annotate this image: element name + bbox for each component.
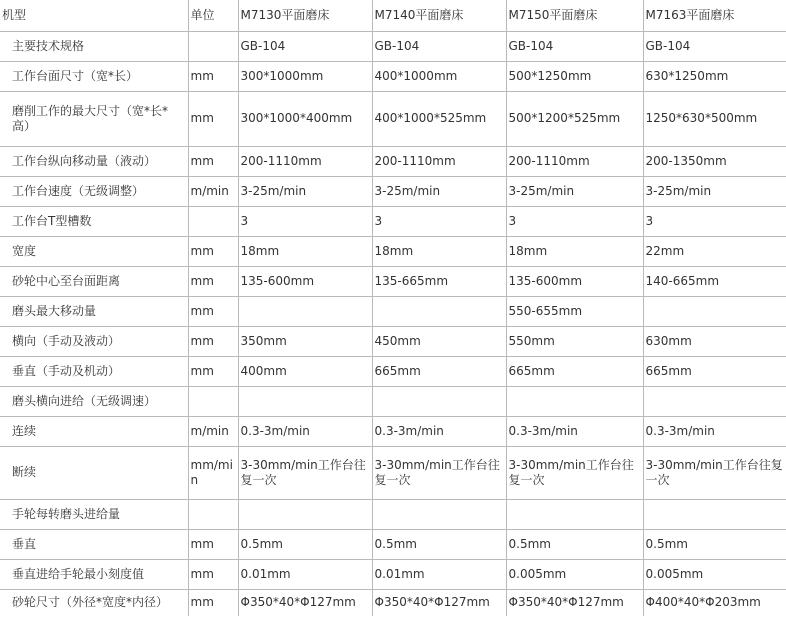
cell-m7163 <box>643 499 786 529</box>
cell-m7140: Φ350*40*Φ127mm <box>372 589 506 616</box>
cell-m7130: 0.3-3m/min <box>238 416 372 446</box>
cell-m7150: 0.005mm <box>506 559 643 589</box>
row-label: 磨头最大移动量 <box>0 296 188 326</box>
table-row <box>0 416 786 446</box>
cell-m7130: 200-1110mm <box>238 146 372 176</box>
row-unit: mm <box>188 296 238 326</box>
cell-m7130: 350mm <box>238 326 372 356</box>
cell-m7140: GB-104 <box>372 31 506 61</box>
cell-m7140: 450mm <box>372 326 506 356</box>
table-row <box>0 31 786 61</box>
cell-m7163: 3 <box>643 206 786 236</box>
cell-m7140: 3 <box>372 206 506 236</box>
row-label: 垂直进给手轮最小刻度值 <box>0 559 188 589</box>
cell-m7130: 3 <box>238 206 372 236</box>
cell-m7130: 3-30mm/min工作台往复一次 <box>238 446 372 499</box>
cell-m7140: 400*1000mm <box>372 61 506 91</box>
header-cell-model: 机型 <box>0 0 188 31</box>
table-row <box>0 499 786 529</box>
cell-m7140 <box>372 499 506 529</box>
cell-m7150: 3 <box>506 206 643 236</box>
table-row <box>0 176 786 206</box>
row-label: 砂轮尺寸（外径*宽度*内径） <box>0 589 188 616</box>
cell-m7130 <box>238 499 372 529</box>
cell-m7130 <box>238 296 372 326</box>
cell-m7130: 0.5mm <box>238 529 372 559</box>
row-unit: mm <box>188 589 238 616</box>
cell-m7130: 0.01mm <box>238 559 372 589</box>
cell-m7163: GB-104 <box>643 31 786 61</box>
cell-m7163: 665mm <box>643 356 786 386</box>
cell-m7150: 0.3-3m/min <box>506 416 643 446</box>
cell-m7163: 0.3-3m/min <box>643 416 786 446</box>
cell-m7150: 500*1250mm <box>506 61 643 91</box>
cell-m7140: 0.3-3m/min <box>372 416 506 446</box>
cell-m7150 <box>506 499 643 529</box>
row-label: 宽度 <box>0 236 188 266</box>
cell-m7150: 3-25m/min <box>506 176 643 206</box>
row-unit: m/min <box>188 416 238 446</box>
row-label: 手轮每转磨头进给量 <box>0 499 188 529</box>
cell-m7140: 0.5mm <box>372 529 506 559</box>
row-label: 磨头横向进给（无级调速） <box>0 386 188 416</box>
cell-m7163: 1250*630*500mm <box>643 91 786 146</box>
cell-m7163: 3-30mm/min工作台往复一次 <box>643 446 786 499</box>
row-unit: mm <box>188 266 238 296</box>
cell-m7150: GB-104 <box>506 31 643 61</box>
row-unit: mm/min <box>188 446 238 499</box>
row-unit: mm <box>188 61 238 91</box>
cell-m7163: Φ400*40*Φ203mm <box>645 595 761 610</box>
cell-m7130 <box>238 386 372 416</box>
cell-m7140: 3-25m/min <box>372 176 506 206</box>
table-row <box>0 91 786 146</box>
cell-m7163: 0.5mm <box>643 529 786 559</box>
row-unit: mm <box>188 559 238 589</box>
table-row <box>0 146 786 176</box>
table-row <box>0 356 786 386</box>
cell-m7130: 300*1000mm <box>238 61 372 91</box>
row-unit <box>188 386 238 416</box>
row-unit: mm <box>188 529 238 559</box>
cell-m7163: 22mm <box>643 236 786 266</box>
row-unit: mm <box>188 236 238 266</box>
cell-m7150: Φ350*40*Φ127mm <box>506 589 643 616</box>
cell-m7130: Φ350*40*Φ127mm <box>238 589 372 616</box>
row-unit <box>188 206 238 236</box>
row-label: 砂轮中心至台面距离 <box>0 266 188 296</box>
cell-m7150: 18mm <box>506 236 643 266</box>
table-row <box>0 559 786 589</box>
row-label: 横向（手动及液动） <box>0 326 188 356</box>
row-label: 磨削工作的最大尺寸（宽*长*高） <box>0 91 188 146</box>
cell-m7163: 3-25m/min <box>643 176 786 206</box>
row-unit: m/min <box>188 176 238 206</box>
row-unit <box>188 31 238 61</box>
table-row <box>0 266 786 296</box>
cell-m7130: 18mm <box>238 236 372 266</box>
cell-m7140: 18mm <box>372 236 506 266</box>
row-label: 工作台速度（无级调整） <box>0 176 188 206</box>
header-row <box>0 0 786 31</box>
table-row <box>0 206 786 236</box>
cell-m7130: GB-104 <box>238 31 372 61</box>
cell-m7163 <box>643 386 786 416</box>
row-label: 断续 <box>0 446 188 499</box>
row-label: 工作台T型槽数 <box>0 206 188 236</box>
row-unit: mm <box>188 326 238 356</box>
cell-m7130: 400mm <box>238 356 372 386</box>
table-row <box>0 529 786 559</box>
row-unit <box>188 499 238 529</box>
row-label: 工作台面尺寸（宽*长） <box>0 61 188 91</box>
row-label: 垂直 <box>0 529 188 559</box>
row-label: 工作台纵向移动量（液动） <box>0 146 188 176</box>
cell-m7163: 140-665mm <box>643 266 786 296</box>
cell-m7140 <box>372 296 506 326</box>
table-row <box>0 386 786 416</box>
header-cell-unit: 单位 <box>188 0 238 31</box>
cell-m7150: 550-655mm <box>506 296 643 326</box>
table-row <box>0 61 786 91</box>
row-label: 连续 <box>0 416 188 446</box>
cell-m7163: 630mm <box>643 326 786 356</box>
header-cell-m7163: M7163平面磨床 <box>643 0 786 31</box>
table-row <box>0 589 786 616</box>
cell-m7163: 0.005mm <box>643 559 786 589</box>
row-unit: mm <box>188 356 238 386</box>
cell-m7140: 665mm <box>372 356 506 386</box>
cell-m7130: 3-25m/min <box>238 176 372 206</box>
cell-m7150: 0.5mm <box>506 529 643 559</box>
table-row <box>0 296 786 326</box>
cell-m7140: 200-1110mm <box>372 146 506 176</box>
cell-m7150: 550mm <box>506 326 643 356</box>
cell-m7130: 135-600mm <box>238 266 372 296</box>
row-unit: mm <box>188 146 238 176</box>
cell-m7150 <box>506 386 643 416</box>
row-unit: mm <box>188 91 238 146</box>
header-cell-m7130: M7130平面磨床 <box>238 0 372 31</box>
header-cell-m7140: M7140平面磨床 <box>372 0 506 31</box>
header-cell-m7150: M7150平面磨床 <box>506 0 643 31</box>
row-label: 主要技术规格 <box>0 31 188 61</box>
table-row <box>0 446 786 499</box>
table-row <box>0 236 786 266</box>
cell-m7140: 400*1000*525mm <box>372 91 506 146</box>
cell-m7150: 500*1200*525mm <box>506 91 643 146</box>
cell-m7150: 135-600mm <box>506 266 643 296</box>
cell-m7140: 3-30mm/min工作台往复一次 <box>372 446 506 499</box>
cell-m7140: 0.01mm <box>372 559 506 589</box>
cell-m7150: 200-1110mm <box>506 146 643 176</box>
cell-m7163: 630*1250mm <box>643 61 786 91</box>
cell-m7140 <box>372 386 506 416</box>
cell-m7163: 200-1350mm <box>643 146 786 176</box>
table-row <box>0 326 786 356</box>
cell-m7140: 135-665mm <box>372 266 506 296</box>
cell-m7163 <box>643 296 786 326</box>
cell-m7150: 665mm <box>506 356 643 386</box>
cell-m7150: 3-30mm/min工作台往复一次 <box>506 446 643 499</box>
row-label: 垂直（手动及机动） <box>0 356 188 386</box>
cell-m7130: 300*1000*400mm <box>238 91 372 146</box>
